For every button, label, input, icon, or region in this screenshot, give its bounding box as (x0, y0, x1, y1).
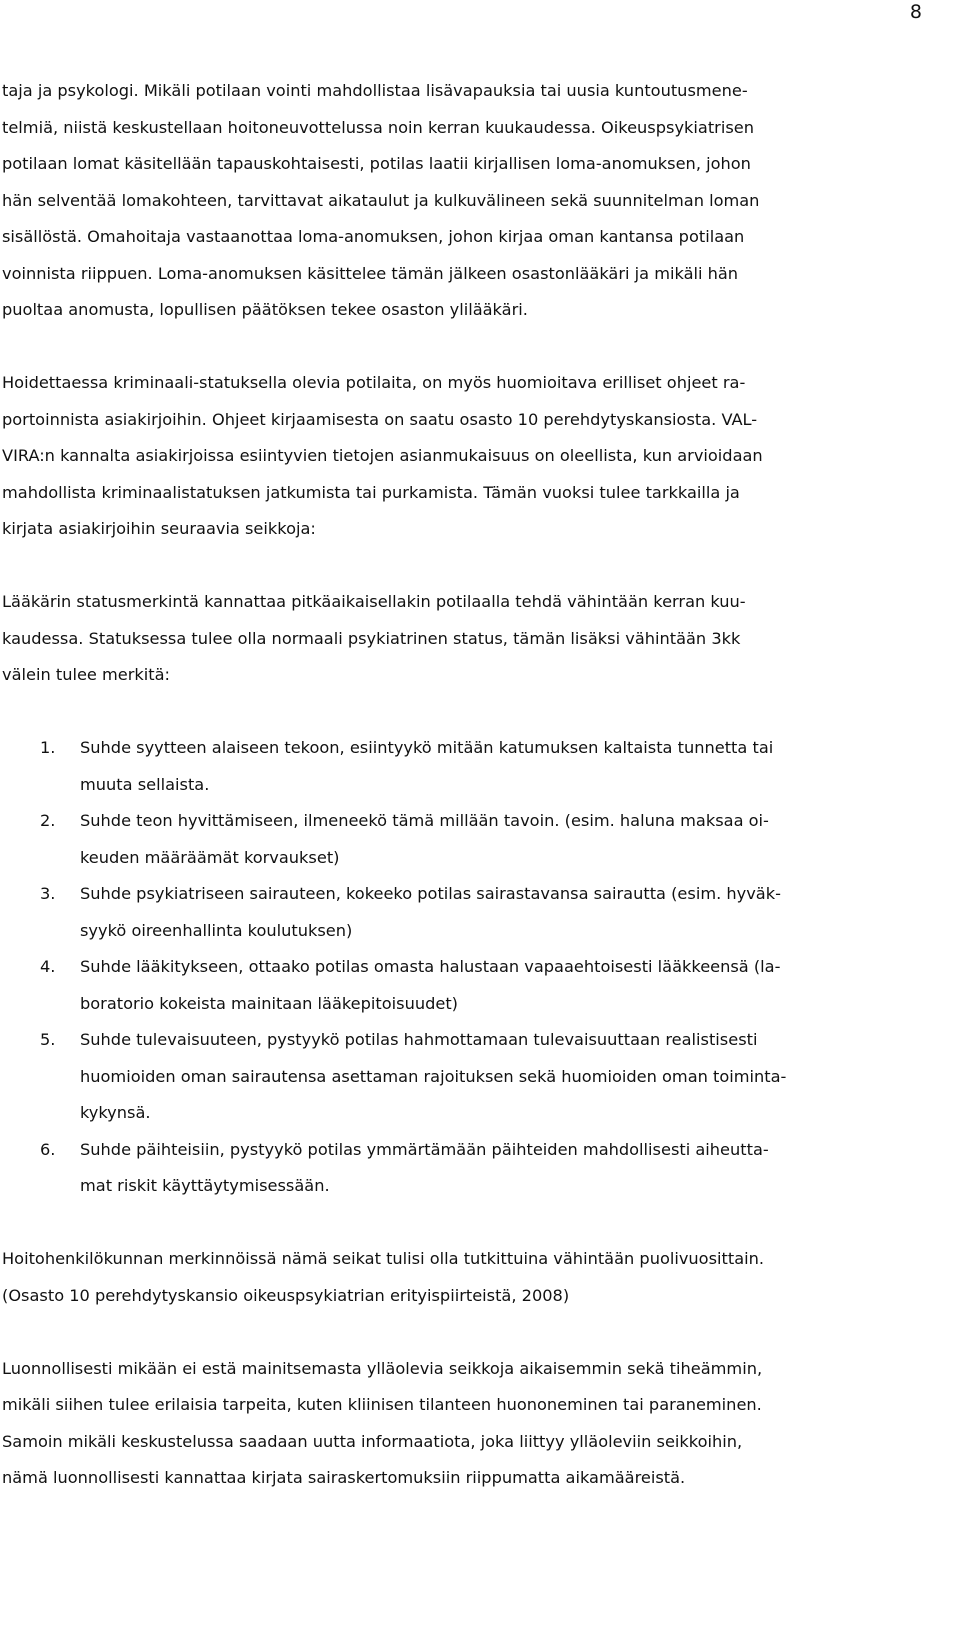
text-line: potilaan lomat käsitellään tapauskohtaisesti, potilas laatii kirjallisen loma-anomuksen, johon (2, 154, 751, 173)
paragraph-spacer (2, 694, 947, 731)
text-line: hän selventää lomakohteen, tarvittavat aikataulut ja kulkuvälineen sekä suunnitelman loman (2, 190, 760, 210)
page-number: 8 (909, 1, 922, 23)
text-line: Suhde psykiatriseen sairauteen, kokeeko potilas sairastavansa sairautta (esim. hyväk- (80, 884, 781, 903)
text-line: mahdollista kriminaalistatuksen jatkumista tai purkamista. Tämän vuoksi tulee tarkkailla ja (2, 482, 740, 502)
list-item-number: 5. (40, 1030, 56, 1049)
list-item (40, 1132, 947, 1205)
paragraph-criminal-status (2, 365, 947, 548)
text-line: keuden määräämät korvaukset) (80, 847, 340, 867)
text-line: Suhde lääkitykseen, ottaako potilas omasta halustaan vapaaehtoisesti lääkkeensä (la- (80, 957, 781, 976)
list-item-number: 4. (40, 957, 56, 976)
list-item (40, 949, 947, 1022)
paragraph-conclusion (2, 1351, 947, 1497)
list-item (40, 803, 947, 876)
text-line: puoltaa anomusta, lopullisen päätöksen tekee osaston ylilääkäri. (2, 300, 528, 319)
numbered-list (2, 730, 947, 1205)
text-line: Suhde syytteen alaiseen tekoon, esiintyykö mitään katumuksen kaltaista tunnetta tai (80, 738, 774, 757)
list-item-number: 6. (40, 1139, 56, 1159)
text-line: Luonnollisesti mikään ei estä mainitsemasta ylläolevia seikkoja aikaisemmin sekä tiheämmin, (2, 1358, 763, 1378)
text-line: taja ja psykologi. Mikäli potilaan vointi mahdollistaa lisävapauksia tai uusia kuntoutusmene- (2, 81, 748, 100)
paragraph-status-entry (2, 584, 947, 694)
text-line: VIRA:n kannalta asiakirjoissa esiintyvien tietojen asianmukaisuus on oleellista, kun arvioidaan (2, 446, 763, 465)
list-item (40, 730, 947, 803)
text-line: välein tulee merkitä: (2, 665, 171, 684)
text-line: Suhde päihteisiin, pystyykö potilas ymmärtämään päihteiden mahdollisesti aiheutta- (80, 1139, 769, 1159)
list-item-number: 1. (40, 738, 56, 757)
document-body (2, 73, 947, 1497)
text-line: Suhde tulevaisuuteen, pystyykö potilas hahmottamaan tulevaisuuttaan realistisesti (80, 1030, 758, 1049)
list-item-number: 3. (40, 884, 56, 903)
paragraph-leave-procedure (2, 73, 947, 329)
text-line: Hoidettaessa kriminaali-statuksella olevia potilaita, on myös huomioitava erilliset ohjeet ra- (2, 373, 746, 392)
list-item (40, 876, 947, 949)
paragraph-staff-entries (2, 1241, 947, 1314)
paragraph-spacer (2, 329, 947, 366)
text-line: syykö oireenhallinta koulutuksen) (80, 920, 353, 940)
text-line: Suhde teon hyvittämiseen, ilmeneekö tämä millään tavoin. (esim. haluna maksaa oi- (80, 811, 769, 830)
list-item (40, 1022, 947, 1132)
text-line: kaudessa. Statuksessa tulee olla normaali psykiatrinen status, tämän lisäksi vähintään 3kk (2, 628, 741, 648)
paragraph-spacer (2, 548, 947, 585)
text-line: nämä luonnollisesti kannattaa kirjata sairaskertomuksiin riippumatta aikamääreistä. (2, 1468, 686, 1487)
paragraph-spacer (2, 1205, 947, 1242)
text-line: kirjata asiakirjoihin seuraavia seikkoja: (2, 519, 316, 538)
text-line: mikäli siihen tulee erilaisia tarpeita, kuten kliinisen tilanteen huononeminen tai paraneminen. (2, 1395, 762, 1414)
text-line: Samoin mikäli keskustelussa saadaan uutta informaatiota, joka liittyy ylläoleviin seikkoihin, (2, 1431, 743, 1451)
text-line: boratorio kokeista mainitaan lääkepitoisuudet) (80, 993, 459, 1013)
text-line: voinnista riippuen. Loma-anomuksen käsittelee tämän jälkeen osastonlääkäri ja mikäli hän (2, 263, 739, 283)
text-line: mat riskit käyttäytymisessään. (80, 1176, 330, 1195)
text-line: sisällöstä. Omahoitaja vastaanottaa loma-anomuksen, johon kirjaa oman kantansa potilaan (2, 227, 745, 246)
text-line: kykynsä. (80, 1103, 151, 1122)
text-line: muuta sellaista. (80, 774, 210, 794)
text-line: (Osasto 10 perehdytyskansio oikeuspsykiatrian erityispiirteistä, 2008) (2, 1285, 570, 1305)
text-line: telmiä, niistä keskustellaan hoitoneuvottelussa noin kerran kuukaudessa. Oikeuspsykiatrisen (2, 117, 754, 137)
text-line: portoinnista asiakirjoihin. Ohjeet kirjaamisesta on saatu osasto 10 perehdytyskansiosta. VAL- (2, 409, 758, 429)
text-line: huomioiden oman sairautensa asettaman rajoituksen sekä huomioiden oman toiminta- (80, 1066, 787, 1086)
text-line: Lääkärin statusmerkintä kannattaa pitkäaikaisellakin potilaalla tehdä vähintään kerran kuu- (2, 592, 746, 611)
text-line: Hoitohenkilökunnan merkinnöissä nämä seikat tulisi olla tutkittuina vähintään puolivuosittain. (2, 1249, 765, 1268)
list-item-number: 2. (40, 811, 56, 830)
paragraph-spacer (2, 1314, 947, 1351)
